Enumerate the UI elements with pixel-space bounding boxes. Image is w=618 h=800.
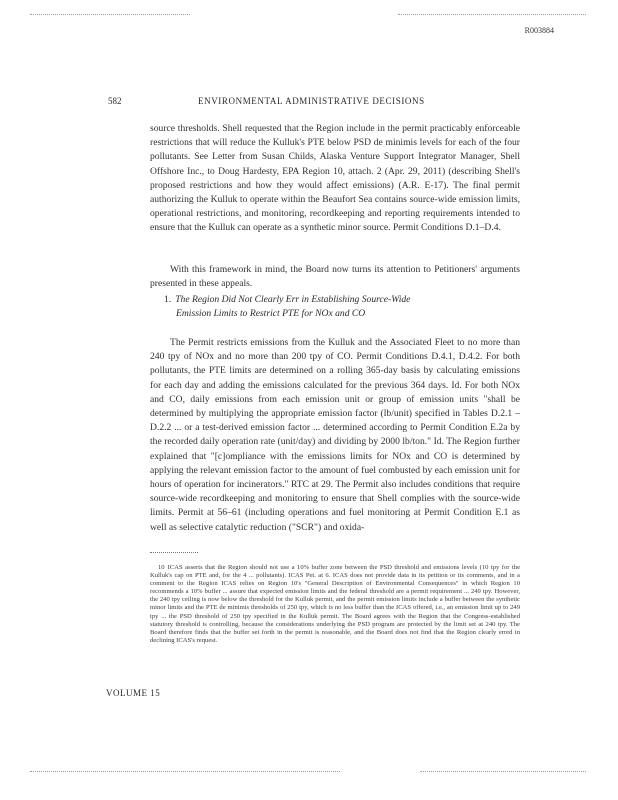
subheading-line-1: The Region Did Not Clearly Err in Establishing Source-Wide bbox=[175, 294, 411, 305]
document-id: R003884 bbox=[524, 26, 554, 35]
subheading-line-2: Emission Limits to Restrict PTE for NOx and CO bbox=[176, 308, 366, 320]
footnote-separator bbox=[150, 552, 198, 553]
paragraph-1: source thresholds. Shell requested that the Region include in the permit practicably enforceable restrictions that will reduce the Kulluk's PTE below PSD de minimis levels for each of the four pollutants. See Letter from Susan Childs, Alaska Venture Support Integrator Manager, Shell Offshore Inc., to Doug Hardesty, EPA Region 10, attach. 2 (Apr. 29, 2011) (describing Shell's proposed restrictions and how they would affect emissions) (A.R. E-17). The final permit authorizing the Kulluk to operate within the Beaufort Sea contains source-wide emission limits, operational restrictions, and monitoring, recordkeeping and reporting requirements intended to ensure that the Kulluk can operate as a synthetic minor source. Permit Conditions D.1–D.4. bbox=[150, 123, 520, 234]
volume-label: VOLUME 15 bbox=[106, 688, 161, 698]
paragraph-2: With this framework in mind, the Board now turns its attention to Petitioners' arguments presented in these appeals. bbox=[150, 264, 520, 290]
footnote-marker: 10 bbox=[158, 564, 165, 571]
scan-dots-top-left bbox=[30, 14, 190, 16]
footnote-text: ICAS asserts that the Region should not use a 10% buffer zone between the PSD threshold and emissions levels (10 tpy for the Kulluk's cap on PTE and, for the 4 ... pollutants). ICAS Pet. at 6. ICAS does not provide data in its petition or its comments, and in a comment to the Region ICAS relies on Region 10's "General Description of Environmental Consequences" in which Region 10 recommends a 10% buffer ... assure that expected emission limits and the federal threshold are a permit requirement ... 249 tpy. However, the 240 tpy ceiling is now below the threshold for the Kulluk permit, and the permit emission limits include a buffer between the synthetic minor limits and the PTE de minimis thresholds of 250 tpy, which is no less buffer than the ICAS offered, i.e., an emission limit up to 249 tpy ... the PSD threshold of 250 tpy specified in the Kulluk permit. The Board agrees with the Region that the Congress-established statutory threshold is controlling, because the considerations underlying the PSD program are protected by the limit set at 240 tpy. The Board therefore finds that the buffer set forth in the permit is reasonable, and the Board does not find that the Region clearly erred in declining ICAS's request. bbox=[150, 564, 520, 644]
footnote bbox=[150, 564, 520, 645]
section-subheading bbox=[150, 293, 520, 321]
scan-dots-bottom-left bbox=[30, 771, 340, 773]
scan-dots-bottom-right bbox=[420, 771, 586, 773]
subheading-number: 1. bbox=[164, 294, 172, 305]
page-number: 582 bbox=[108, 96, 122, 106]
running-title: ENVIRONMENTAL ADMINISTRATIVE DECISIONS bbox=[198, 96, 425, 106]
paragraph-3: The Permit restricts emissions from the Kulluk and the Associated Fleet to no more than 240 tpy of NOx and no more than 200 tpy of CO. Permit Conditions D.4.1, D.4.2. For both pollutants, the PTE limits are determined on a rolling 365-day basis by calculating emissions for each day and adding the emissions calculated for the previous 364 days. Id. For both NOx and CO, daily emissions from each emission unit or group of emission units "shall be determined by multiplying the appropriate emission factor (lb/unit) specified in Tables D.2.1 – D.2.2 ... or a test-derived emission factor ... determined according to Permit Condition E.2a by the recorded daily operation rate (unit/day) and dividing by 2000 lb/ton." Id. The Region further explained that "[c]ompliance with the emissions limits for NOx and CO is determined by applying the relevant emission factor to the amount of fuel combusted by each emission unit for hours of operation for incinerators." RTC at 29. The Permit also includes conditions that require source-wide recordkeeping and monitoring to ensure that Shell complies with the source-wide limits. Permit at 56–61 (including operations and fuel monitoring at Permit Condition E.1 as well as selective catalytic reduction ("SCR") and oxida- bbox=[150, 337, 520, 533]
scan-dots-top-right bbox=[398, 14, 586, 16]
